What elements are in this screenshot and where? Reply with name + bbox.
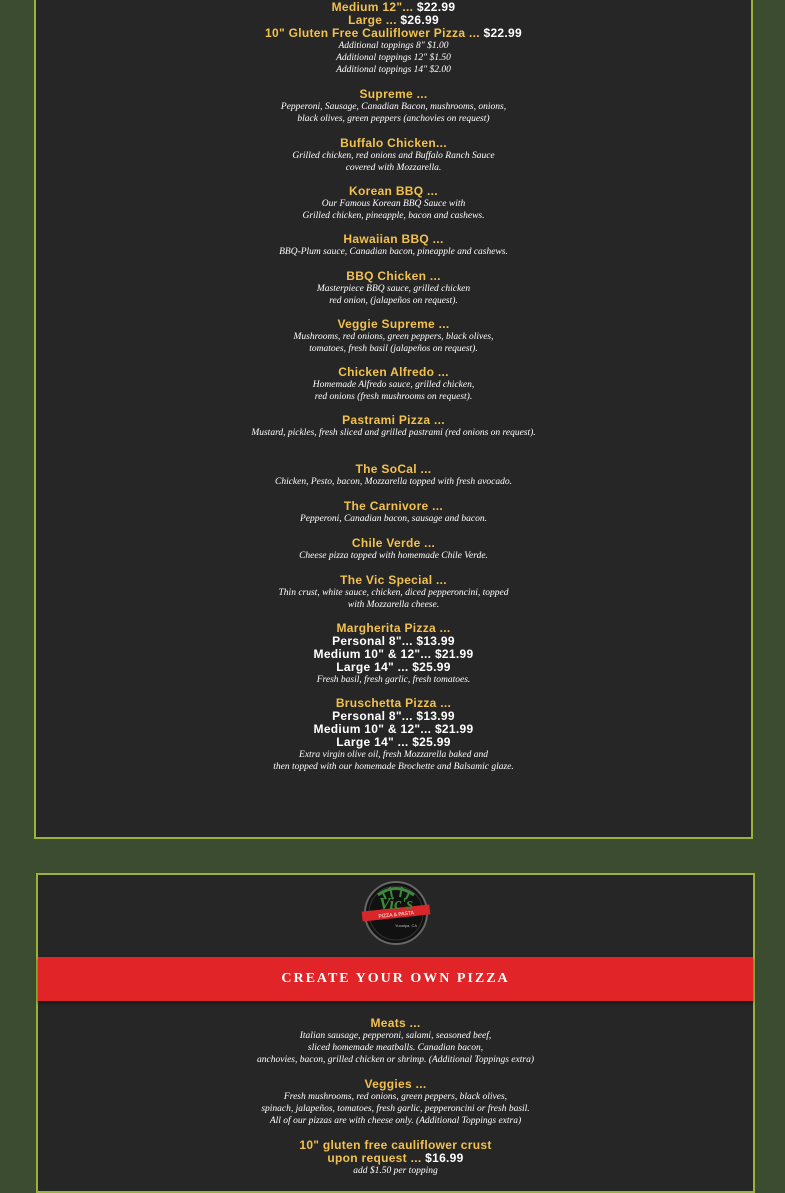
margherita-name: Margherita Pizza ...: [336, 621, 451, 635]
item-name: Chicken Alfredo ...: [338, 365, 449, 379]
veggies-title: Veggies ...: [364, 1077, 427, 1091]
item-name: The Carnivore ...: [343, 499, 444, 513]
bruschetta-name: Bruschetta Pizza ...: [335, 696, 452, 710]
item-desc: covered with Mozzarella.: [345, 163, 442, 173]
item-desc: Grilled chicken, pineapple, bacon and cashews.: [302, 211, 485, 221]
meats-title: Meats ...: [370, 1016, 421, 1030]
item-desc: tomatoes, fresh basil (jalapeños on request).: [309, 344, 478, 354]
cyo-menu: [38, 1017, 753, 1177]
veggies-desc: Fresh mushrooms, red onions, green peppers, black olives,: [283, 1092, 508, 1102]
item-desc: Masterpiece BBQ sauce, grilled chicken: [316, 284, 471, 294]
margherita-price: Medium 10" & 12"... $21.99: [313, 647, 474, 661]
gluten-free-note: add $1.50 per topping: [353, 1166, 438, 1176]
specialty-pizza-panel: [34, 0, 753, 839]
margherita-desc: Fresh basil, fresh garlic, fresh tomatoes.: [316, 675, 471, 685]
item-desc: black olives, green peppers (anchovies on request): [297, 114, 490, 124]
item-desc: Pepperoni, Canadian bacon, sausage and bacon.: [300, 514, 487, 524]
item-desc: Mushrooms, red onions, green peppers, black olives,: [293, 332, 494, 342]
bruschetta-desc: Extra virgin olive oil, fresh Mozzarella baked and: [299, 750, 488, 760]
margherita-price: Personal 8"... $13.99: [332, 634, 455, 648]
svg-text:Yucaipa, CA: Yucaipa, CA: [394, 923, 417, 928]
create-your-own-panel: [36, 873, 755, 1193]
item-desc: BBQ-Plum sauce, Canadian bacon, pineapple and cashews.: [279, 247, 508, 257]
item-name: Veggie Supreme ...: [337, 317, 450, 331]
item-name: Hawaiian BBQ ...: [343, 232, 444, 246]
bruschetta-price: Medium 10" & 12"... $21.99: [313, 722, 474, 736]
item-desc: Cheese pizza topped with homemade Chile Verde.: [299, 551, 488, 561]
item-desc: red onions (fresh mushrooms on request).: [314, 392, 473, 402]
price-medium: Medium 12"... $22.99: [331, 0, 456, 14]
item-desc: Grilled chicken, red onions and Buffalo Ranch Sauce: [292, 151, 495, 161]
margherita-price: Large 14" ... $25.99: [336, 660, 451, 674]
svg-text:Vic's: Vic's: [378, 894, 413, 913]
gluten-free-title: 10" gluten free cauliflower crust: [299, 1138, 492, 1152]
extra-toppings-8: Additional toppings 8" $1.00: [338, 41, 449, 51]
item-name: The SoCal ...: [355, 462, 432, 476]
bruschetta-price: Large 14" ... $25.99: [336, 735, 451, 749]
item-name: Korean BBQ ...: [349, 184, 438, 198]
item-desc: red onion, (jalapeños on request).: [329, 296, 458, 306]
restaurant-logo-icon: [356, 877, 436, 949]
extra-toppings-12: Additional toppings 12" $1.50: [336, 53, 451, 63]
bruschetta-price: Personal 8"... $13.99: [332, 709, 455, 723]
item-desc: Pepperoni, Sausage, Canadian Bacon, mushrooms, onions,: [280, 102, 507, 112]
specialty-menu: [36, 0, 751, 773]
item-desc: Homemade Alfredo sauce, grilled chicken,: [312, 380, 475, 390]
meats-desc: Italian sausage, pepperoni, salami, seasoned beef,: [299, 1031, 492, 1041]
item-name: Buffalo Chicken...: [340, 136, 447, 150]
create-your-own-banner: CREATE YOUR OWN PIZZA: [38, 957, 753, 1001]
item-desc: Our Famous Korean BBQ Sauce with: [321, 199, 466, 209]
item-name: Pastrami Pizza ...: [342, 413, 445, 427]
price-large: Large ... $26.99: [348, 13, 439, 27]
item-name: Supreme ...: [359, 87, 428, 101]
gluten-free-price: upon request ... $16.99: [327, 1151, 464, 1165]
meats-desc: sliced homemade meatballs. Canadian bacon,: [307, 1043, 484, 1053]
extra-toppings-14: Additional toppings 14" $2.00: [336, 65, 451, 75]
price-gluten-free: 10" Gluten Free Cauliflower Pizza ... $22.99: [265, 26, 522, 40]
logo: [38, 877, 753, 949]
svg-text:PIZZA & PASTA: PIZZA & PASTA: [377, 910, 414, 920]
item-name: Chile Verde ...: [351, 536, 436, 550]
item-name: The Vic Special ...: [340, 573, 447, 587]
item-name: BBQ Chicken ...: [346, 269, 441, 283]
meats-desc: anchovies, bacon, grilled chicken or shrimp. (Additional Toppings extra): [257, 1055, 534, 1065]
item-desc: Chicken, Pesto, bacon, Mozzarella topped with fresh avocado.: [274, 477, 513, 487]
veggies-desc: All of our pizzas are with cheese only. (Additional Toppings extra): [269, 1116, 522, 1126]
item-desc: with Mozzarella cheese.: [347, 600, 440, 610]
item-desc: Thin crust, white sauce, chicken, diced pepperoncini, topped: [278, 588, 509, 598]
veggies-desc: spinach, jalapeños, tomatoes, fresh garlic, pepperoncini or fresh basil.: [261, 1104, 530, 1114]
bruschetta-desc: then topped with our homemade Brochette and Balsamic glaze.: [273, 762, 514, 772]
item-desc: Mustard, pickles, fresh sliced and grilled pastrami (red onions on request).: [251, 428, 536, 438]
